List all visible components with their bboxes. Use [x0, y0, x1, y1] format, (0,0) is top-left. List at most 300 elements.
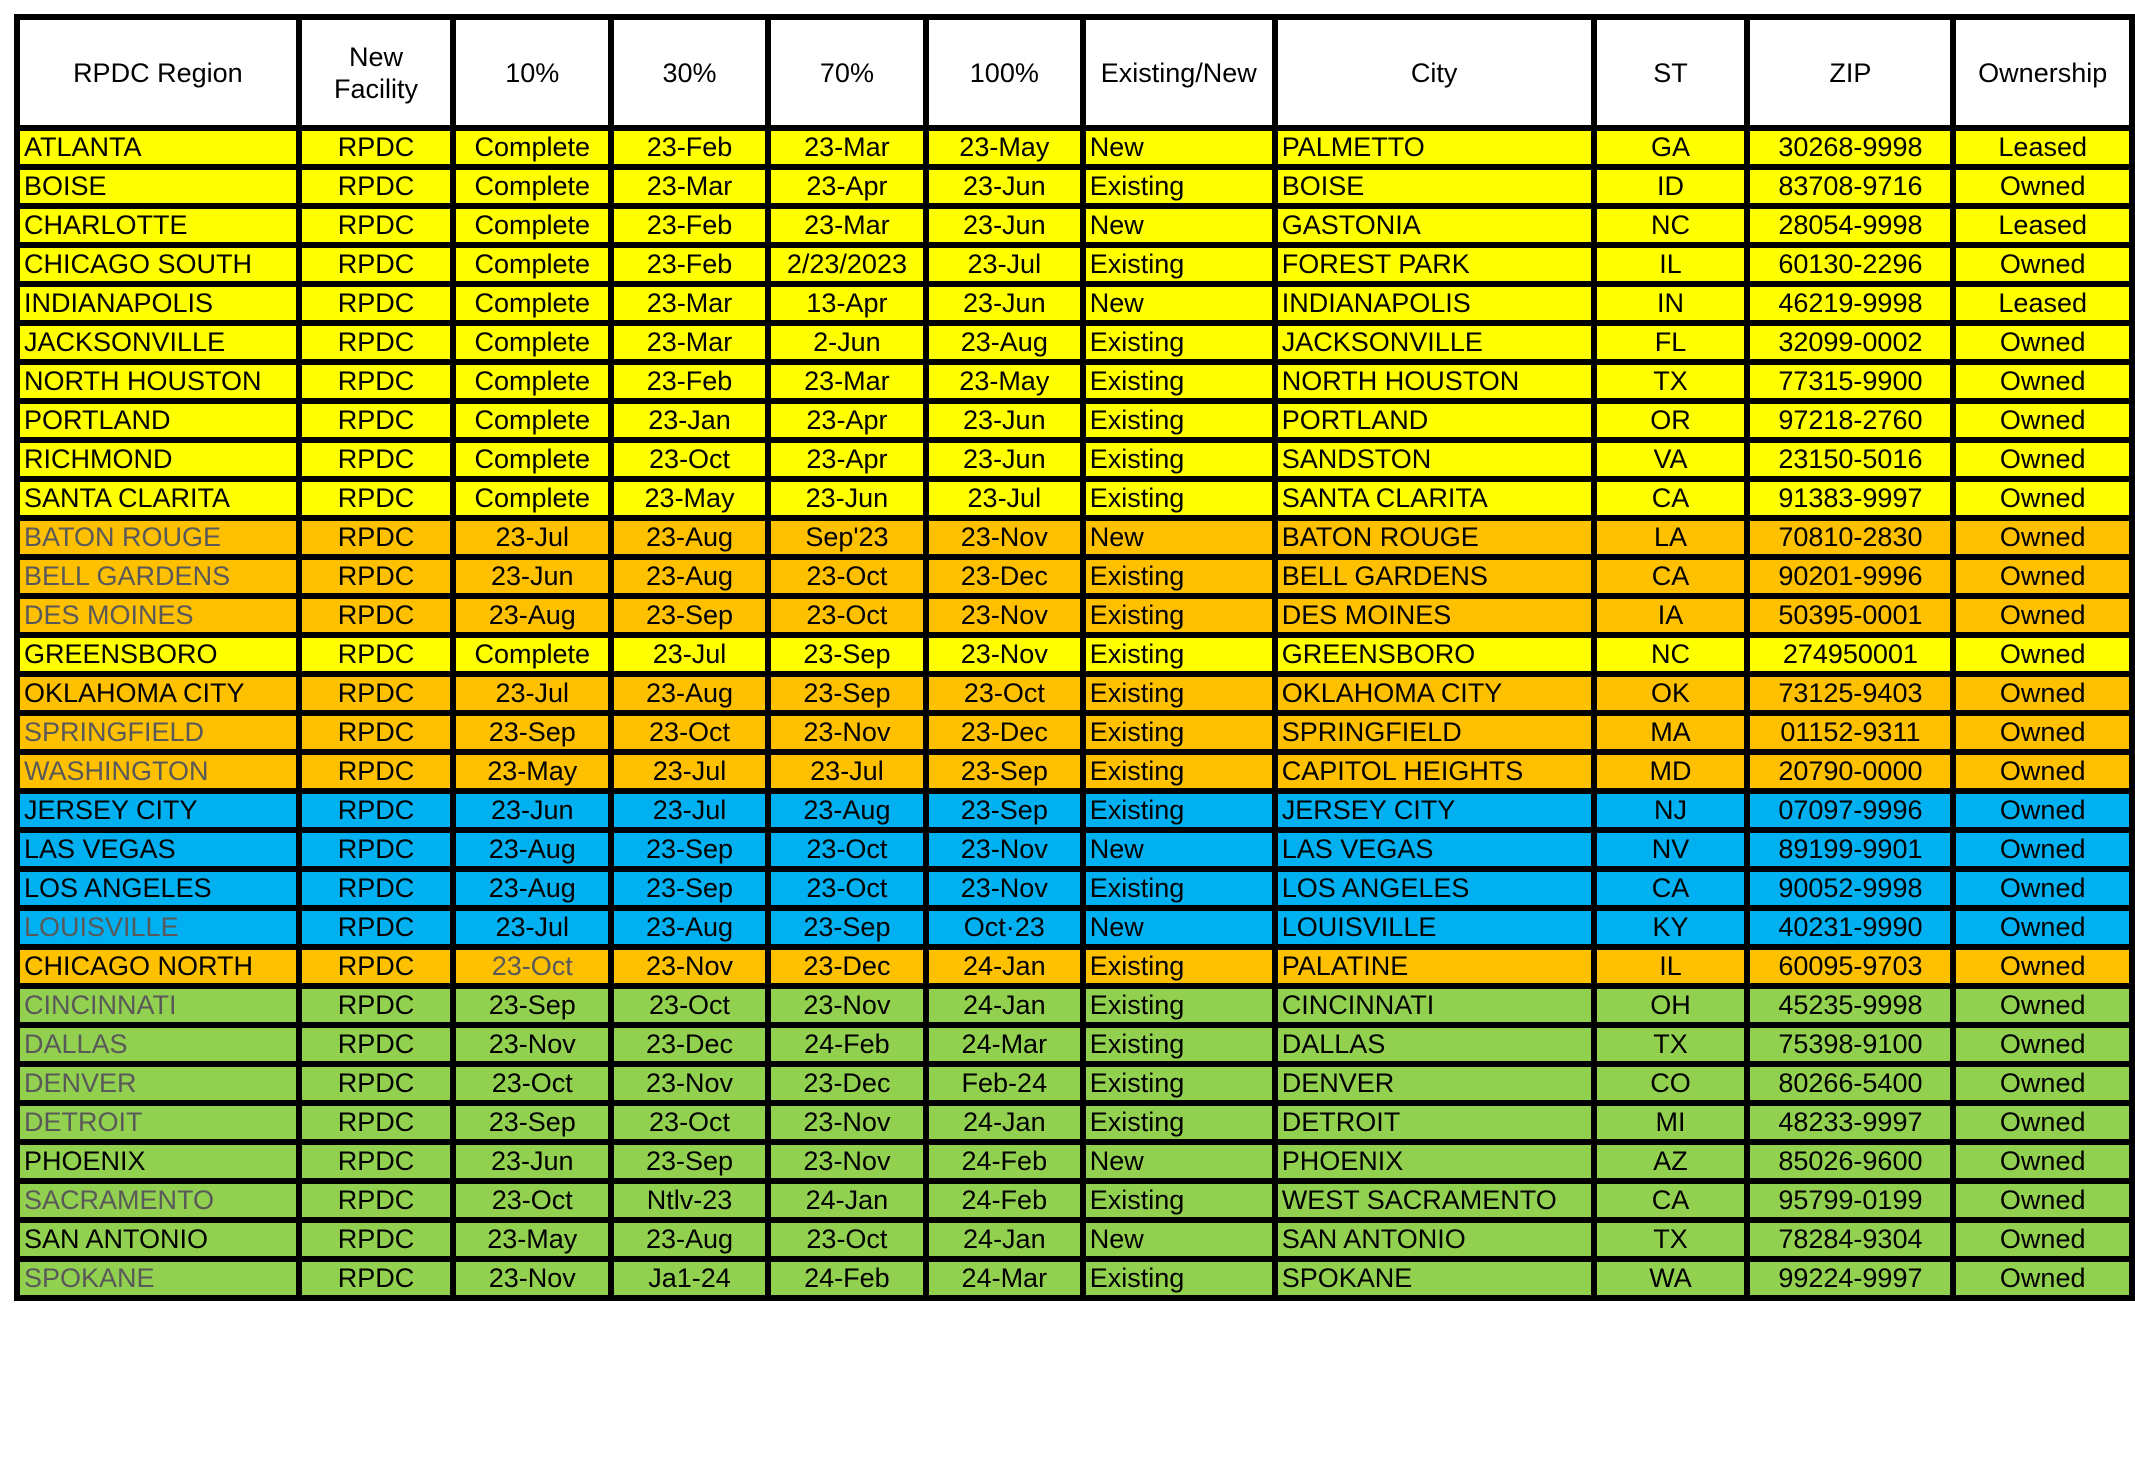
cell-city: PORTLAND [1275, 401, 1594, 440]
cell-city: JACKSONVILLE [1275, 323, 1594, 362]
cell-10-percent: 23-Nov [453, 1025, 611, 1064]
cell-zip: 89199-9901 [1747, 830, 1953, 869]
cell-existing-new: Existing [1083, 596, 1275, 635]
cell-zip: 83708-9716 [1747, 167, 1953, 206]
cell-ownership: Owned [1953, 479, 2132, 518]
cell-ownership: Owned [1953, 1025, 2132, 1064]
cell-new-facility: RPDC [299, 401, 454, 440]
cell-100-percent: 24-Mar [926, 1259, 1083, 1298]
cell-new-facility: RPDC [299, 986, 454, 1025]
cell-rpdc-region: GREENSBORO [17, 635, 299, 674]
cell-10-percent: 23-Aug [453, 596, 611, 635]
cell-st: FL [1594, 323, 1748, 362]
cell-zip: 78284-9304 [1747, 1220, 1953, 1259]
table-row [17, 1064, 2132, 1103]
cell-rpdc-region: PHOENIX [17, 1142, 299, 1181]
cell-rpdc-region: JACKSONVILLE [17, 323, 299, 362]
cell-new-facility: RPDC [299, 440, 454, 479]
cell-30-percent: 23-Sep [611, 1142, 768, 1181]
cell-rpdc-region: LOS ANGELES [17, 869, 299, 908]
cell-10-percent: 23-Sep [453, 986, 611, 1025]
cell-st: AZ [1594, 1142, 1748, 1181]
table-row [17, 635, 2132, 674]
cell-new-facility: RPDC [299, 245, 454, 284]
cell-100-percent: 23-Nov [926, 635, 1083, 674]
col-header-ownership: Ownership [1953, 17, 2132, 128]
cell-ownership: Owned [1953, 323, 2132, 362]
cell-ownership: Owned [1953, 518, 2132, 557]
cell-city: FOREST PARK [1275, 245, 1594, 284]
cell-zip: 90052-9998 [1747, 869, 1953, 908]
cell-100-percent: 24-Feb [926, 1181, 1083, 1220]
cell-ownership: Owned [1953, 791, 2132, 830]
cell-30-percent: 23-Feb [611, 128, 768, 167]
cell-city: LOUISVILLE [1275, 908, 1594, 947]
cell-ownership: Leased [1953, 128, 2132, 167]
cell-70-percent: 23-Dec [768, 1064, 926, 1103]
table-row [17, 128, 2132, 167]
cell-rpdc-region: NORTH HOUSTON [17, 362, 299, 401]
cell-existing-new: New [1083, 206, 1275, 245]
table-row [17, 323, 2132, 362]
cell-30-percent: 23-Oct [611, 440, 768, 479]
cell-30-percent: 23-Nov [611, 947, 768, 986]
cell-100-percent: 23-Dec [926, 557, 1083, 596]
cell-30-percent: 23-Jul [611, 752, 768, 791]
cell-city: CAPITOL HEIGHTS [1275, 752, 1594, 791]
cell-new-facility: RPDC [299, 752, 454, 791]
table-row [17, 557, 2132, 596]
cell-city: JERSEY CITY [1275, 791, 1594, 830]
cell-ownership: Owned [1953, 167, 2132, 206]
cell-rpdc-region: OKLAHOMA CITY [17, 674, 299, 713]
cell-100-percent: 23-Jul [926, 245, 1083, 284]
table-row [17, 1142, 2132, 1181]
cell-30-percent: 23-Oct [611, 1103, 768, 1142]
cell-city: SANDSTON [1275, 440, 1594, 479]
cell-30-percent: Ja1-24 [611, 1259, 768, 1298]
cell-ownership: Owned [1953, 713, 2132, 752]
cell-rpdc-region: LOUISVILLE [17, 908, 299, 947]
cell-70-percent: 13-Apr [768, 284, 926, 323]
cell-10-percent: 23-Sep [453, 1103, 611, 1142]
cell-ownership: Owned [1953, 596, 2132, 635]
cell-rpdc-region: CHICAGO NORTH [17, 947, 299, 986]
cell-70-percent: 23-Nov [768, 1103, 926, 1142]
cell-rpdc-region: CHICAGO SOUTH [17, 245, 299, 284]
cell-zip: 46219-9998 [1747, 284, 1953, 323]
col-header-rpdc-region: RPDC Region [17, 17, 299, 128]
cell-ownership: Owned [1953, 830, 2132, 869]
col-header-70-percent: 70% [768, 17, 926, 128]
cell-new-facility: RPDC [299, 362, 454, 401]
cell-city: PALATINE [1275, 947, 1594, 986]
cell-70-percent: 23-Sep [768, 908, 926, 947]
cell-70-percent: 23-Apr [768, 167, 926, 206]
table-row [17, 596, 2132, 635]
cell-new-facility: RPDC [299, 1142, 454, 1181]
cell-st: ID [1594, 167, 1748, 206]
cell-30-percent: 23-Mar [611, 323, 768, 362]
cell-st: IL [1594, 947, 1748, 986]
table-row [17, 1259, 2132, 1298]
cell-ownership: Owned [1953, 362, 2132, 401]
cell-rpdc-region: ATLANTA [17, 128, 299, 167]
table-row [17, 1103, 2132, 1142]
cell-zip: 60095-9703 [1747, 947, 1953, 986]
cell-30-percent: 23-Jan [611, 401, 768, 440]
cell-30-percent: 23-Feb [611, 206, 768, 245]
cell-100-percent: 23-Nov [926, 869, 1083, 908]
table-body [17, 128, 2132, 1298]
cell-st: OK [1594, 674, 1748, 713]
table-row [17, 752, 2132, 791]
cell-rpdc-region: JERSEY CITY [17, 791, 299, 830]
cell-zip: 48233-9997 [1747, 1103, 1953, 1142]
cell-rpdc-region: INDIANAPOLIS [17, 284, 299, 323]
table-row [17, 245, 2132, 284]
col-header-st: ST [1594, 17, 1748, 128]
cell-new-facility: RPDC [299, 1220, 454, 1259]
cell-city: PALMETTO [1275, 128, 1594, 167]
cell-100-percent: 24-Jan [926, 1220, 1083, 1259]
cell-rpdc-region: RICHMOND [17, 440, 299, 479]
cell-70-percent: 23-Mar [768, 362, 926, 401]
cell-existing-new: Existing [1083, 986, 1275, 1025]
cell-70-percent: 23-Nov [768, 713, 926, 752]
cell-30-percent: 23-Nov [611, 1064, 768, 1103]
table-row [17, 674, 2132, 713]
cell-70-percent: 23-Mar [768, 206, 926, 245]
cell-100-percent: 23-Jun [926, 167, 1083, 206]
cell-st: IA [1594, 596, 1748, 635]
cell-70-percent: 23-Nov [768, 1142, 926, 1181]
cell-new-facility: RPDC [299, 674, 454, 713]
cell-100-percent: Oct·23 [926, 908, 1083, 947]
cell-30-percent: 23-May [611, 479, 768, 518]
cell-rpdc-region: SACRAMENTO [17, 1181, 299, 1220]
cell-100-percent: 24-Jan [926, 947, 1083, 986]
cell-10-percent: Complete [453, 128, 611, 167]
cell-existing-new: Existing [1083, 479, 1275, 518]
cell-existing-new: New [1083, 128, 1275, 167]
cell-zip: 77315-9900 [1747, 362, 1953, 401]
cell-100-percent: 23-Jul [926, 479, 1083, 518]
cell-30-percent: 23-Aug [611, 674, 768, 713]
cell-zip: 73125-9403 [1747, 674, 1953, 713]
cell-70-percent: 24-Feb [768, 1259, 926, 1298]
cell-city: DETROIT [1275, 1103, 1594, 1142]
cell-30-percent: 23-Feb [611, 245, 768, 284]
cell-70-percent: 2-Jun [768, 323, 926, 362]
cell-zip: 80266-5400 [1747, 1064, 1953, 1103]
cell-st: NC [1594, 635, 1748, 674]
cell-new-facility: RPDC [299, 947, 454, 986]
cell-100-percent: 23-Nov [926, 830, 1083, 869]
cell-existing-new: Existing [1083, 557, 1275, 596]
cell-st: NV [1594, 830, 1748, 869]
cell-ownership: Owned [1953, 1259, 2132, 1298]
cell-10-percent: Complete [453, 635, 611, 674]
cell-10-percent: Complete [453, 323, 611, 362]
cell-rpdc-region: DALLAS [17, 1025, 299, 1064]
cell-rpdc-region: CHARLOTTE [17, 206, 299, 245]
table-row [17, 869, 2132, 908]
cell-st: MD [1594, 752, 1748, 791]
cell-10-percent: 23-Jul [453, 908, 611, 947]
cell-ownership: Owned [1953, 986, 2132, 1025]
cell-10-percent: Complete [453, 362, 611, 401]
table-row [17, 830, 2132, 869]
cell-city: DENVER [1275, 1064, 1594, 1103]
cell-30-percent: 23-Sep [611, 596, 768, 635]
facility-schedule-table [14, 14, 2135, 1301]
cell-existing-new: Existing [1083, 245, 1275, 284]
cell-city: DES MOINES [1275, 596, 1594, 635]
cell-city: WEST SACRAMENTO [1275, 1181, 1594, 1220]
header-row [17, 17, 2132, 128]
cell-rpdc-region: PORTLAND [17, 401, 299, 440]
cell-30-percent: 23-Aug [611, 1220, 768, 1259]
cell-10-percent: 23-Sep [453, 713, 611, 752]
cell-30-percent: 23-Aug [611, 908, 768, 947]
cell-st: CA [1594, 869, 1748, 908]
cell-rpdc-region: SAN ANTONIO [17, 1220, 299, 1259]
cell-st: TX [1594, 1025, 1748, 1064]
cell-existing-new: Existing [1083, 947, 1275, 986]
cell-new-facility: RPDC [299, 323, 454, 362]
cell-ownership: Owned [1953, 674, 2132, 713]
cell-zip: 30268-9998 [1747, 128, 1953, 167]
cell-100-percent: 24-Jan [926, 1103, 1083, 1142]
cell-70-percent: 23-Sep [768, 674, 926, 713]
cell-10-percent: 23-Oct [453, 1064, 611, 1103]
cell-st: CO [1594, 1064, 1748, 1103]
table-row [17, 518, 2132, 557]
cell-new-facility: RPDC [299, 1103, 454, 1142]
cell-70-percent: 23-Nov [768, 986, 926, 1025]
cell-30-percent: 23-Dec [611, 1025, 768, 1064]
cell-rpdc-region: BATON ROUGE [17, 518, 299, 557]
cell-rpdc-region: SPRINGFIELD [17, 713, 299, 752]
cell-70-percent: 23-Jul [768, 752, 926, 791]
cell-new-facility: RPDC [299, 128, 454, 167]
table-row [17, 713, 2132, 752]
cell-ownership: Owned [1953, 752, 2132, 791]
cell-city: SPRINGFIELD [1275, 713, 1594, 752]
cell-new-facility: RPDC [299, 1181, 454, 1220]
cell-city: SPOKANE [1275, 1259, 1594, 1298]
col-header-city: City [1275, 17, 1594, 128]
cell-city: OKLAHOMA CITY [1275, 674, 1594, 713]
cell-zip: 60130-2296 [1747, 245, 1953, 284]
cell-10-percent: Complete [453, 401, 611, 440]
cell-new-facility: RPDC [299, 1259, 454, 1298]
cell-st: OR [1594, 401, 1748, 440]
cell-10-percent: 23-Aug [453, 830, 611, 869]
table-row [17, 1181, 2132, 1220]
cell-zip: 40231-9990 [1747, 908, 1953, 947]
col-header-100-percent: 100% [926, 17, 1083, 128]
col-header-new-facility: New Facility [299, 17, 454, 128]
cell-existing-new: Existing [1083, 713, 1275, 752]
cell-zip: 274950001 [1747, 635, 1953, 674]
cell-st: WA [1594, 1259, 1748, 1298]
cell-existing-new: Existing [1083, 1181, 1275, 1220]
table-row [17, 479, 2132, 518]
cell-30-percent: 23-Sep [611, 869, 768, 908]
cell-ownership: Leased [1953, 206, 2132, 245]
table-row [17, 167, 2132, 206]
cell-10-percent: 23-Oct [453, 947, 611, 986]
cell-70-percent: 23-Oct [768, 830, 926, 869]
cell-city: BATON ROUGE [1275, 518, 1594, 557]
cell-existing-new: Existing [1083, 869, 1275, 908]
cell-100-percent: 24-Feb [926, 1142, 1083, 1181]
cell-existing-new: Existing [1083, 401, 1275, 440]
table-row [17, 206, 2132, 245]
cell-existing-new: Existing [1083, 1103, 1275, 1142]
table-row [17, 401, 2132, 440]
cell-existing-new: Existing [1083, 752, 1275, 791]
cell-10-percent: 23-Nov [453, 1259, 611, 1298]
cell-st: NC [1594, 206, 1748, 245]
cell-existing-new: New [1083, 1142, 1275, 1181]
cell-city: LAS VEGAS [1275, 830, 1594, 869]
cell-70-percent: 23-Apr [768, 401, 926, 440]
cell-st: IL [1594, 245, 1748, 284]
col-header-30-percent: 30% [611, 17, 768, 128]
cell-new-facility: RPDC [299, 830, 454, 869]
cell-st: IN [1594, 284, 1748, 323]
cell-existing-new: Existing [1083, 167, 1275, 206]
cell-10-percent: 23-Jun [453, 557, 611, 596]
cell-zip: 07097-9996 [1747, 791, 1953, 830]
cell-existing-new: Existing [1083, 323, 1275, 362]
cell-city: SANTA CLARITA [1275, 479, 1594, 518]
table-row [17, 284, 2132, 323]
cell-ownership: Owned [1953, 635, 2132, 674]
cell-st: TX [1594, 1220, 1748, 1259]
cell-100-percent: 23-May [926, 128, 1083, 167]
cell-zip: 23150-5016 [1747, 440, 1953, 479]
cell-100-percent: 23-Jun [926, 440, 1083, 479]
cell-city: GREENSBORO [1275, 635, 1594, 674]
cell-ownership: Owned [1953, 245, 2132, 284]
col-header-existing-new: Existing/New [1083, 17, 1275, 128]
cell-rpdc-region: BOISE [17, 167, 299, 206]
cell-ownership: Owned [1953, 1181, 2132, 1220]
cell-existing-new: New [1083, 1220, 1275, 1259]
cell-30-percent: 23-Aug [611, 518, 768, 557]
cell-new-facility: RPDC [299, 167, 454, 206]
cell-100-percent: 23-Sep [926, 791, 1083, 830]
cell-100-percent: 23-Dec [926, 713, 1083, 752]
cell-30-percent: 23-Jul [611, 791, 768, 830]
table-row [17, 986, 2132, 1025]
cell-existing-new: New [1083, 830, 1275, 869]
cell-existing-new: Existing [1083, 440, 1275, 479]
cell-st: TX [1594, 362, 1748, 401]
cell-10-percent: 23-Jul [453, 518, 611, 557]
cell-new-facility: RPDC [299, 284, 454, 323]
cell-rpdc-region: SPOKANE [17, 1259, 299, 1298]
table-row [17, 1025, 2132, 1064]
cell-10-percent: 23-Jul [453, 674, 611, 713]
cell-new-facility: RPDC [299, 1025, 454, 1064]
cell-70-percent: 23-Oct [768, 869, 926, 908]
cell-100-percent: 23-Nov [926, 518, 1083, 557]
cell-city: NORTH HOUSTON [1275, 362, 1594, 401]
cell-city: LOS ANGELES [1275, 869, 1594, 908]
cell-new-facility: RPDC [299, 557, 454, 596]
cell-city: BOISE [1275, 167, 1594, 206]
cell-ownership: Owned [1953, 557, 2132, 596]
cell-70-percent: 24-Jan [768, 1181, 926, 1220]
cell-zip: 28054-9998 [1747, 206, 1953, 245]
cell-existing-new: Existing [1083, 1025, 1275, 1064]
cell-new-facility: RPDC [299, 479, 454, 518]
cell-new-facility: RPDC [299, 596, 454, 635]
cell-ownership: Owned [1953, 1142, 2132, 1181]
cell-ownership: Owned [1953, 869, 2132, 908]
cell-70-percent: 24-Feb [768, 1025, 926, 1064]
cell-100-percent: 23-Jun [926, 284, 1083, 323]
cell-ownership: Owned [1953, 440, 2132, 479]
cell-70-percent: 23-Jun [768, 479, 926, 518]
cell-ownership: Owned [1953, 1103, 2132, 1142]
cell-existing-new: New [1083, 908, 1275, 947]
cell-100-percent: 23-Sep [926, 752, 1083, 791]
cell-100-percent: 23-Jun [926, 401, 1083, 440]
cell-10-percent: 23-May [453, 1220, 611, 1259]
cell-30-percent: 23-Oct [611, 986, 768, 1025]
cell-city: INDIANAPOLIS [1275, 284, 1594, 323]
cell-10-percent: Complete [453, 284, 611, 323]
cell-rpdc-region: LAS VEGAS [17, 830, 299, 869]
cell-existing-new: Existing [1083, 791, 1275, 830]
cell-city: DALLAS [1275, 1025, 1594, 1064]
cell-10-percent: Complete [453, 479, 611, 518]
cell-existing-new: New [1083, 518, 1275, 557]
cell-new-facility: RPDC [299, 869, 454, 908]
cell-ownership: Owned [1953, 947, 2132, 986]
cell-10-percent: 23-Jun [453, 791, 611, 830]
cell-70-percent: Sep'23 [768, 518, 926, 557]
cell-70-percent: 23-Oct [768, 1220, 926, 1259]
cell-100-percent: 23-Nov [926, 596, 1083, 635]
cell-10-percent: Complete [453, 245, 611, 284]
cell-10-percent: Complete [453, 167, 611, 206]
table-row [17, 362, 2132, 401]
cell-zip: 45235-9998 [1747, 986, 1953, 1025]
cell-100-percent: 23-Aug [926, 323, 1083, 362]
cell-ownership: Owned [1953, 1064, 2132, 1103]
cell-rpdc-region: BELL GARDENS [17, 557, 299, 596]
cell-zip: 97218-2760 [1747, 401, 1953, 440]
cell-30-percent: 23-Mar [611, 284, 768, 323]
cell-100-percent: 23-Jun [926, 206, 1083, 245]
cell-existing-new: Existing [1083, 1064, 1275, 1103]
cell-city: BELL GARDENS [1275, 557, 1594, 596]
cell-zip: 01152-9311 [1747, 713, 1953, 752]
cell-70-percent: 2/23/2023 [768, 245, 926, 284]
cell-new-facility: RPDC [299, 1064, 454, 1103]
cell-city: GASTONIA [1275, 206, 1594, 245]
cell-new-facility: RPDC [299, 518, 454, 557]
cell-rpdc-region: WASHINGTON [17, 752, 299, 791]
cell-100-percent: 23-May [926, 362, 1083, 401]
